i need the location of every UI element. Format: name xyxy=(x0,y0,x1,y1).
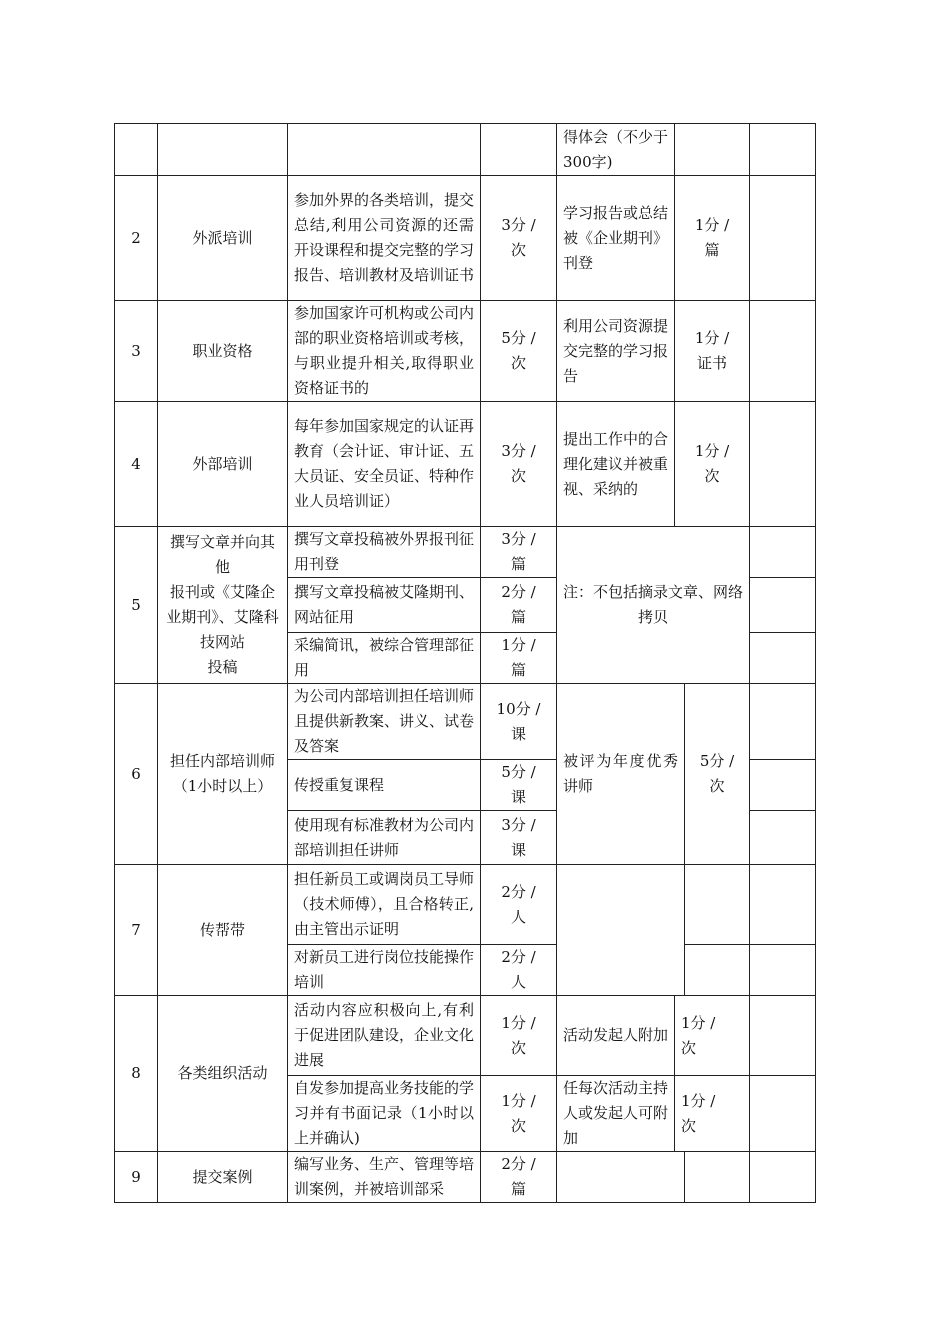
cell-no: 6 xyxy=(115,684,158,865)
cell-content: 为公司内部培训担任培训师且提供新教案、讲义、试卷及答案 xyxy=(288,684,481,760)
cell-item: 外部培训 xyxy=(158,402,288,527)
cell-score: 1分 / 篇 xyxy=(481,633,557,684)
cell-item: 外派培训 xyxy=(158,176,288,301)
table-row xyxy=(115,402,816,527)
cell-blank xyxy=(750,527,816,578)
cell-blank xyxy=(750,402,816,527)
cell-extra-score xyxy=(675,124,750,176)
cell-no: 2 xyxy=(115,176,158,301)
cell-blank xyxy=(750,945,816,996)
cell-blank xyxy=(750,633,816,684)
cell-extra: 任每次活动主持人或发起人可附加 xyxy=(557,1076,675,1152)
cell-score: 3分 / 篇 xyxy=(481,527,557,578)
cell-score: 10分 / 课 xyxy=(481,684,557,760)
cell-score: 1分 / 次 xyxy=(481,996,557,1076)
cell-blank xyxy=(750,684,816,760)
cell-extra xyxy=(557,1152,685,1203)
cell-no: 5 xyxy=(115,527,158,684)
cell-extra: 活动发起人附加 xyxy=(557,996,675,1076)
cell-extra: 被评为年度优秀讲师 xyxy=(557,684,685,865)
table-row xyxy=(115,124,816,176)
cell-item: 撰写文章并向其他 报刊或《艾隆企业期刊》、艾隆科技网站 投稿 xyxy=(158,527,288,684)
cell-no: 3 xyxy=(115,301,158,402)
cell-content: 担任新员工或调岗员工导师（技术师傅），且合格转正,由主管出示证明 xyxy=(288,865,481,945)
table-row xyxy=(115,527,816,578)
cell-extra-score: 1分 / 篇 xyxy=(675,176,750,301)
cell-content: 撰写文章投稿被艾隆期刊、网站征用 xyxy=(288,578,481,633)
cell-content: 自发参加提高业务技能的学习并有书面记录（1小时以上并确认) xyxy=(288,1076,481,1152)
cell-blank xyxy=(750,578,816,633)
cell-no: 7 xyxy=(115,865,158,996)
table-row xyxy=(115,684,816,760)
cell-extra-score: 5分 / 次 xyxy=(685,684,750,865)
cell-content: 编写业务、生产、管理等培训案例，并被培训部采 xyxy=(288,1152,481,1203)
cell-blank xyxy=(750,811,816,865)
cell-blank xyxy=(750,865,816,945)
cell-score: 3分 / 课 xyxy=(481,811,557,865)
cell-no: 4 xyxy=(115,402,158,527)
cell-item xyxy=(158,124,288,176)
cell-content: 对新员工进行岗位技能操作培训 xyxy=(288,945,481,996)
cell-extra: 提出工作中的合理化建议并被重视、采纳的 xyxy=(557,402,675,527)
cell-item: 职业资格 xyxy=(158,301,288,402)
table-row xyxy=(115,865,816,945)
cell-note: 注：不包括摘录文章、网络拷贝 xyxy=(557,527,750,684)
cell-score: 5分 / 课 xyxy=(481,760,557,811)
cell-content: 每年参加国家规定的认证再教育（会计证、审计证、五大员证、安全员证、特种作业人员培训证） xyxy=(288,402,481,527)
cell-content: 撰写文章投稿被外界报刊征用刊登 xyxy=(288,527,481,578)
cell-no xyxy=(115,124,158,176)
cell-extra-score: 1分 / 证书 xyxy=(675,301,750,402)
cell-extra-score: 1分 / 次 xyxy=(675,1076,750,1152)
cell-blank xyxy=(750,301,816,402)
cell-blank xyxy=(750,996,816,1076)
cell-blank xyxy=(750,124,816,176)
cell-content: 活动内容应积极向上,有利于促进团队建设，企业文化进展 xyxy=(288,996,481,1076)
cell-content: 传授重复课程 xyxy=(288,760,481,811)
cell-blank xyxy=(750,760,816,811)
table-row xyxy=(115,176,816,301)
cell-content: 参加外界的各类培训，提交总结,利用公司资源的还需开设课程和提交完整的学习报告、培训教材及培训证书 xyxy=(288,176,481,301)
cell-extra-score: 1分 / 次 xyxy=(675,402,750,527)
cell-content xyxy=(288,124,481,176)
cell-score: 2分 / 篇 xyxy=(481,578,557,633)
cell-item: 各类组织活动 xyxy=(158,996,288,1152)
cell-extra: 利用公司资源提交完整的学习报告 xyxy=(557,301,675,402)
cell-extra-score xyxy=(685,945,750,996)
table-row xyxy=(115,1152,816,1203)
cell-extra: 学习报告或总结被《企业期刊》刊登 xyxy=(557,176,675,301)
cell-content: 使用现有标准教材为公司内部培训担任讲师 xyxy=(288,811,481,865)
cell-score: 2分 / 人 xyxy=(481,865,557,945)
cell-extra-score: 1分 / 次 xyxy=(675,996,750,1076)
cell-no: 8 xyxy=(115,996,158,1152)
cell-score: 3分 / 次 xyxy=(481,176,557,301)
cell-content: 采编简讯，被综合管理部征用 xyxy=(288,633,481,684)
cell-score: 1分 / 次 xyxy=(481,1076,557,1152)
cell-score: 3分 / 次 xyxy=(481,402,557,527)
cell-extra-score xyxy=(685,865,750,945)
cell-content: 参加国家许可机构或公司内部的职业资格培训或考核，与职业提升相关,取得职业资格证书的 xyxy=(288,301,481,402)
cell-item: 提交案例 xyxy=(158,1152,288,1203)
table-row xyxy=(115,301,816,402)
cell-item: 传帮带 xyxy=(158,865,288,996)
cell-extra xyxy=(557,865,685,996)
cell-score: 5分 / 次 xyxy=(481,301,557,402)
cell-score: 2分 / 篇 xyxy=(481,1152,557,1203)
cell-blank xyxy=(750,1076,816,1152)
cell-score: 2分 / 人 xyxy=(481,945,557,996)
table-row xyxy=(115,996,816,1076)
cell-no: 9 xyxy=(115,1152,158,1203)
cell-extra: 得体会（不少于300字) xyxy=(557,124,675,176)
cell-score xyxy=(481,124,557,176)
training-points-table xyxy=(114,123,816,1203)
cell-item: 担任内部培训师 （1小时以上） xyxy=(158,684,288,865)
cell-blank xyxy=(750,176,816,301)
cell-extra-score xyxy=(685,1152,750,1203)
cell-blank xyxy=(750,1152,816,1203)
